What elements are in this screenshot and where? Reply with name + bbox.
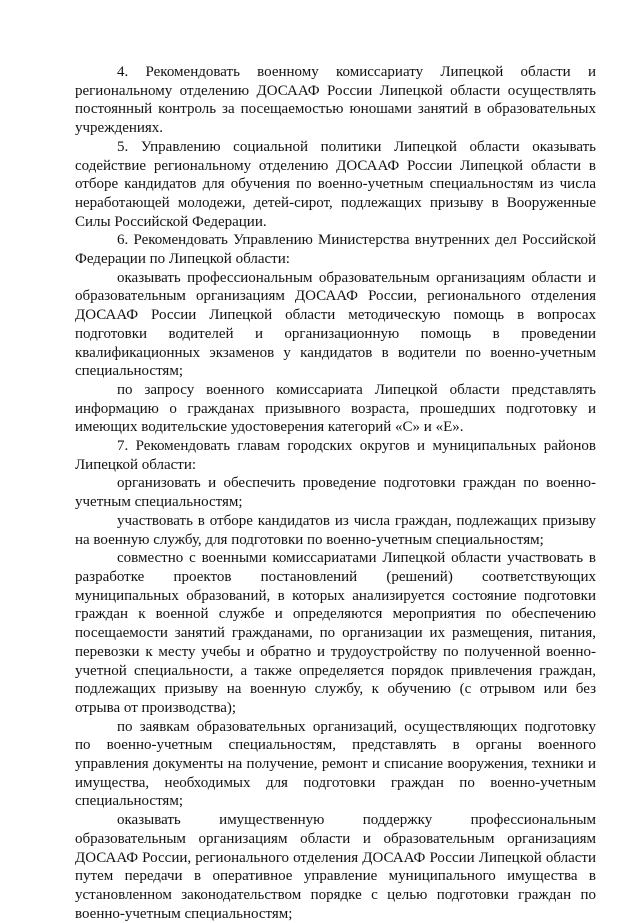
paragraph-item-6-methodical-help: оказывать профессиональным образовательным организациям области и образовательным организациям ДОСААФ России, регионального отделения ДОСААФ России Липецкой области методическую помощь в вопросах подготовки водителей и организационную помощь в проведении квалификационных экзаменов у кандидатов в водители по военно-учетным специальностям; — [75, 269, 596, 380]
paragraph-item-4: 4. Рекомендовать военному комиссариату Липецкой области и региональному отделению ДОСААФ России Липецкой области осуществлять постоянный контроль за посещаемостью юношами занятий в образовательных учреждениях. — [75, 64, 596, 137]
paragraph-item-7-draft-resolutions: совместно с военными комиссариатами Липецкой области участвовать в разработке проектов постановлений (решений) соответствующих муниципальных образований, в которых анализируется состояние подготовки граждан к военной службе и определяются мероприятия по обеспечению посещаемости занятий гражданами, по организации их размещения, питания, перевозки к месту учебы и обратно и трудоустройству по полученной военно-учетной специальности, а также определяется порядок привлечения граждан, подлежащих призыву на военную службу, к обучению (с отрывом или без отрыва от производства); — [75, 550, 596, 716]
paragraph-item-5: 5. Управлению социальной политики Липецкой области оказывать содействие региональному отделению ДОСААФ России Липецкой области в отборе кандидатов для обучения по военно-учетным специальностям из числа неработающей молодежи, детей-сирот, подлежащих призыву в Вооруженные Силы Российской Федерации. — [75, 138, 596, 230]
paragraph-item-7-organize-training: организовать и обеспечить проведение подготовки граждан по военно-учетным специальностям; — [75, 475, 596, 511]
paragraph-item-7: 7. Рекомендовать главам городских округов и муниципальных районов Липецкой области: — [75, 438, 596, 473]
paragraph-item-7-property-support: оказывать имущественную поддержку профессиональным образовательным организациям области и образовательным организациям ДОСААФ России, регионального отделения ДОСААФ России Липецкой области путем передачи в оперативное управление муниципального имущества в установленном законодательством порядке с целью подготовки граждан по военно-учетным специальностям; — [75, 812, 596, 922]
paragraph-item-6-information: по запросу военного комиссариата Липецкой области представлять информацию о гражданах призывного возраста, прошедших подготовку и имеющих водительские удостоверения категорий «С» и «Е». — [75, 381, 596, 436]
paragraph-item-7-equipment-requests: по заявкам образовательных организаций, осуществляющих подготовку по военно-учетным специальностям, представлять в органы военного управления документы на получение, ремонт и списание вооружения, техники и имущества, необходимых для подготовки граждан по военно-учетным специальностям; — [75, 718, 596, 810]
paragraph-item-7-candidate-selection: участвовать в отборе кандидатов из числа граждан, подлежащих призыву на военную службу, для подготовки по военно-учетным специальностям; — [75, 512, 596, 548]
paragraph-item-6: 6. Рекомендовать Управлению Министерства внутренних дел Российской Федерации по Липецкой области: — [75, 232, 596, 268]
document-body — [75, 63, 596, 923]
